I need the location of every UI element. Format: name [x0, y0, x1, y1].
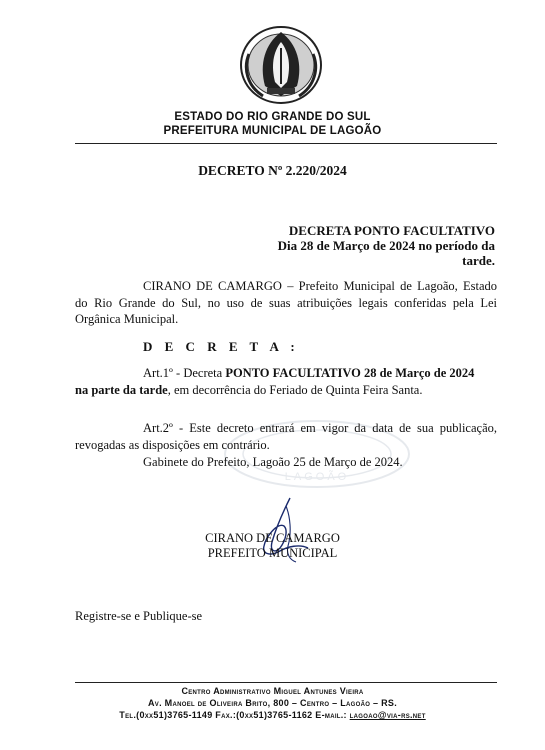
municipal-crest-icon: [235, 24, 327, 106]
footer-building: Centro Administrativo Miguel Antunes Vieira: [181, 686, 364, 696]
signatory-name: CIRANO DE CAMARGO: [205, 531, 340, 545]
article-2: [75, 420, 497, 453]
footer-phone-fax: Tel.(0xx51)3765-1149 Fax.:(0xx51)3765-1162 E-mail.:: [119, 710, 350, 720]
municipality-name: PREFEITURA MUNICIPAL DE LAGOÃO: [163, 125, 382, 137]
art1-bold-2: na parte da tarde: [75, 382, 168, 397]
preamble-line-3: Orgânica Municipal.: [75, 312, 179, 326]
register-note: Registre-se e Publique-se: [75, 609, 203, 623]
footer-email-link[interactable]: lagoao@via-rs.net: [349, 710, 426, 720]
state-name: ESTADO DO RIO GRANDE DO SUL: [174, 111, 371, 123]
preamble-line-1: CIRANO DE CAMARGO – Prefeito Municipal de Lagoão, Estado: [143, 279, 497, 293]
signatory-title: PREFEITO MUNICIPAL: [207, 546, 338, 560]
preamble-line-2: do Rio Grande do Sul, no uso de suas atribuições legais conferidas pela Lei: [75, 295, 497, 310]
place-date-paragraph: [75, 454, 497, 471]
decree-title: DECRETO Nº 2.220/2024: [198, 163, 347, 178]
art1-rest: , em decorrência do Feriado de Quinta Feira Santa.: [167, 382, 423, 397]
summary-line-2: Dia 28 de Março de 2024 no período da: [277, 238, 495, 253]
art1-prefix: Art.1º - Decreta: [143, 366, 226, 380]
art2-line-2: revogadas as disposições em contrário.: [75, 437, 270, 452]
article-1: [75, 365, 497, 398]
footer-contacts: [0, 710, 545, 720]
art2-line-1: Art.2º - Este decreto entrará em vigor da data de sua publicação,: [143, 421, 497, 435]
header-divider: [75, 143, 497, 144]
preamble-paragraph: [75, 278, 497, 328]
decreta-heading: D E C R E T A :: [143, 339, 300, 354]
place-date: Gabinete do Prefeito, Lagoão 25 de Março de 2024.: [143, 455, 403, 469]
footer-address: Av. Manoel de Oliveira Brito, 800 – Centro – Lagoão – RS.: [147, 698, 398, 708]
footer-divider: [75, 682, 497, 683]
svg-text:LAGOÃO: LAGOÃO: [284, 471, 350, 483]
summary-line-3: tarde.: [462, 253, 495, 268]
decree-summary: [235, 223, 495, 271]
art1-bold-1: PONTO FACULTATIVO 28 de Março de 2024: [225, 366, 475, 380]
summary-line-1: DECRETA PONTO FACULTATIVO: [288, 223, 495, 238]
